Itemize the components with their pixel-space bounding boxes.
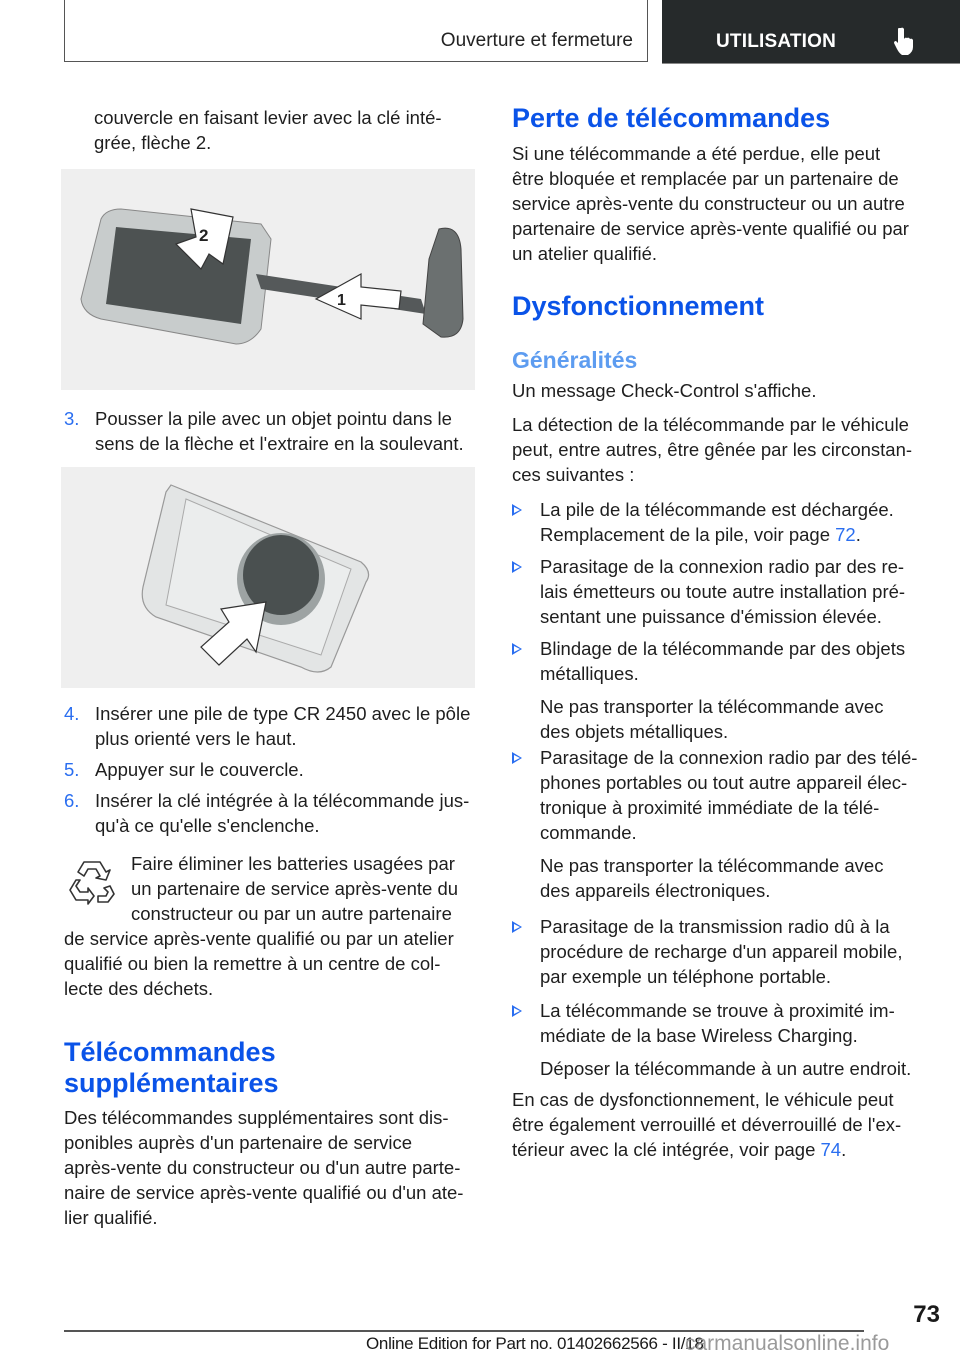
text-line: ces suivantes :	[512, 464, 635, 485]
text-line: qualifié ou bien la remettre à un centre de col-	[64, 953, 441, 974]
text-line: service après-vente du constructeur ou un autre	[512, 193, 905, 214]
step-6	[64, 788, 515, 838]
text-line: Pousser la pile avec un objet pointu dans le	[95, 408, 452, 429]
text-line: Remplacement de la pile, voir page 72.	[540, 524, 861, 545]
text-line: procédure de recharge d'un appareil mobile,	[540, 941, 903, 962]
chapter-title: UTILISATION	[716, 31, 837, 52]
heading-line: supplémentaires	[64, 1068, 279, 1098]
pointing-hand-icon	[894, 27, 916, 55]
recycle-icon	[66, 856, 118, 908]
text-line: Parasitage de la connexion radio par des re-	[540, 556, 905, 577]
svg-text:1: 1	[337, 292, 346, 309]
text-line: médiate de la base Wireless Charging.	[540, 1025, 858, 1046]
section-title: Ouverture et fermeture	[440, 30, 633, 51]
page-link-72[interactable]: 72	[835, 524, 856, 545]
text-line: des appareils électroniques.	[540, 880, 771, 901]
text-line: Blindage de la télécommande par des objets	[540, 638, 906, 659]
step-number: 5.	[64, 759, 80, 780]
text-line: par exemple un téléphone portable.	[540, 966, 832, 987]
triangle-bullet-icon	[512, 561, 522, 573]
heading-malfunction: Dysfonctionnement	[512, 291, 765, 321]
text-line: être bloquée et remplacée par un partenaire de	[512, 168, 899, 189]
key-fob-illustration	[61, 169, 475, 390]
triangle-bullet-icon	[512, 1005, 522, 1017]
text-line: sentant une puissance d'émission élevée.	[540, 606, 882, 627]
section-header-box	[64, 0, 648, 62]
bullet-item	[512, 554, 960, 629]
triangle-bullet-icon	[512, 752, 522, 764]
page-number: 73	[913, 1301, 940, 1328]
bullet-item	[512, 636, 960, 744]
text-line: ponibles auprès d'un partenaire de service	[64, 1132, 413, 1153]
watermark: carmanualsonline.info	[685, 1332, 890, 1355]
text-line: térieur avec la clé intégrée, voir page 74.	[512, 1139, 847, 1160]
text-line: peut, entre autres, être gênée par les circonstan-	[512, 439, 913, 460]
bullet-item	[512, 745, 960, 903]
text-line: Si une télécommande a été perdue, elle peut	[512, 143, 881, 164]
text-line: métalliques.	[540, 663, 639, 684]
text-line: La détection de la télécommande par le véhicule	[512, 414, 909, 435]
text-line: commande.	[540, 822, 637, 843]
text-line: lecte des déchets.	[64, 978, 214, 999]
closing-paragraph	[512, 1087, 942, 1162]
text-line: lier qualifié.	[64, 1207, 158, 1228]
text-line: lais émetteurs ou toute autre installation pré-	[540, 581, 906, 602]
text-line: naire de service après-vente qualifié ou d'un ate-	[64, 1182, 464, 1203]
svg-text:2: 2	[199, 226, 209, 245]
text-line: des objets métalliques.	[540, 721, 729, 742]
text-line: Ne pas transporter la télécommande avec	[540, 696, 884, 717]
lost-remotes-paragraph	[512, 141, 942, 266]
figure-key-removal	[61, 169, 475, 390]
step-number: 6.	[64, 790, 80, 811]
heading-lost-remotes: Perte de télécommandes	[512, 103, 831, 133]
extra-remotes-paragraph	[64, 1105, 494, 1230]
battery-compartment-illustration	[61, 467, 475, 688]
text-line: Ne pas transporter la télécommande avec	[540, 855, 884, 876]
text-line: grée, flèche 2.	[94, 132, 212, 153]
figure-battery-removal	[61, 467, 475, 688]
step-3	[64, 406, 515, 456]
text-line: Faire éliminer les batteries usagées par	[131, 853, 455, 874]
bullet-item	[512, 497, 960, 547]
text-line: Parasitage de la transmission radio dû à la	[540, 916, 890, 937]
bullet-item	[512, 998, 960, 1081]
text-line: La télécommande se trouve à proximité im-	[540, 1000, 895, 1021]
page-link-74[interactable]: 74	[820, 1139, 842, 1160]
text-line: couvercle en faisant levier avec la clé inté-	[94, 107, 442, 128]
text-line: sens de la flèche et l'extraire en la soulevant.	[95, 433, 464, 454]
text-line: être également verrouillé et déverrouillé de l'ex-	[512, 1114, 902, 1135]
intro-paragraph	[94, 105, 442, 155]
check-control-message: Un message Check-Control s'affiche.	[512, 380, 817, 401]
text-line: phones portables ou tout autre appareil élec-	[540, 772, 908, 793]
triangle-bullet-icon	[512, 643, 522, 655]
text-line: constructeur ou par un autre partenaire	[131, 903, 452, 924]
triangle-bullet-icon	[512, 921, 522, 933]
recycle-note	[131, 851, 491, 926]
text-line: un partenaire de service après-vente du	[131, 878, 459, 899]
step-5	[64, 757, 515, 782]
text-line: Parasitage de la connexion radio par des télé-	[540, 747, 918, 768]
text-line: après-vente du constructeur ou d'un autre parte-	[64, 1157, 461, 1178]
text-line: plus orienté vers le haut.	[95, 728, 297, 749]
chapter-tab[interactable]	[662, 0, 960, 64]
text-line: Des télécommandes supplémentaires sont dis-	[64, 1107, 449, 1128]
heading-line: Télécommandes	[64, 1037, 276, 1067]
text-line: un atelier qualifié.	[512, 243, 658, 264]
text-line: partenaire de service après-vente qualifié ou par	[512, 218, 909, 239]
text-line: Insérer la clé intégrée à la télécommande jus-	[95, 790, 470, 811]
edition-label: Online Edition for Part no. 01402662566 - II/18	[366, 1334, 704, 1353]
step-4	[64, 701, 515, 751]
bullet-item	[512, 914, 960, 989]
text-line: En cas de dysfonctionnement, le véhicule peut	[512, 1089, 894, 1110]
text-line: Insérer une pile de type CR 2450 avec le pôle	[95, 703, 471, 724]
recycle-note-continued	[64, 926, 494, 1001]
step-number: 4.	[64, 703, 80, 724]
text-line: tronique à proximité immédiate de la télé-	[540, 797, 880, 818]
triangle-bullet-icon	[512, 504, 522, 516]
text-line: Déposer la télécommande à un autre endroit.	[540, 1058, 912, 1079]
text-line: de service après-vente qualifié ou par un atelier	[64, 928, 454, 949]
malfunction-intro	[512, 412, 942, 487]
text-line: qu'à ce qu'elle s'enclenche.	[95, 815, 320, 836]
subheading-general: Généralités	[512, 347, 638, 373]
heading-extra-remotes	[64, 1037, 279, 1099]
text-line: La pile de la télécommande est déchargée.	[540, 499, 894, 520]
step-number: 3.	[64, 408, 80, 429]
text-line: Appuyer sur le couvercle.	[95, 759, 304, 780]
